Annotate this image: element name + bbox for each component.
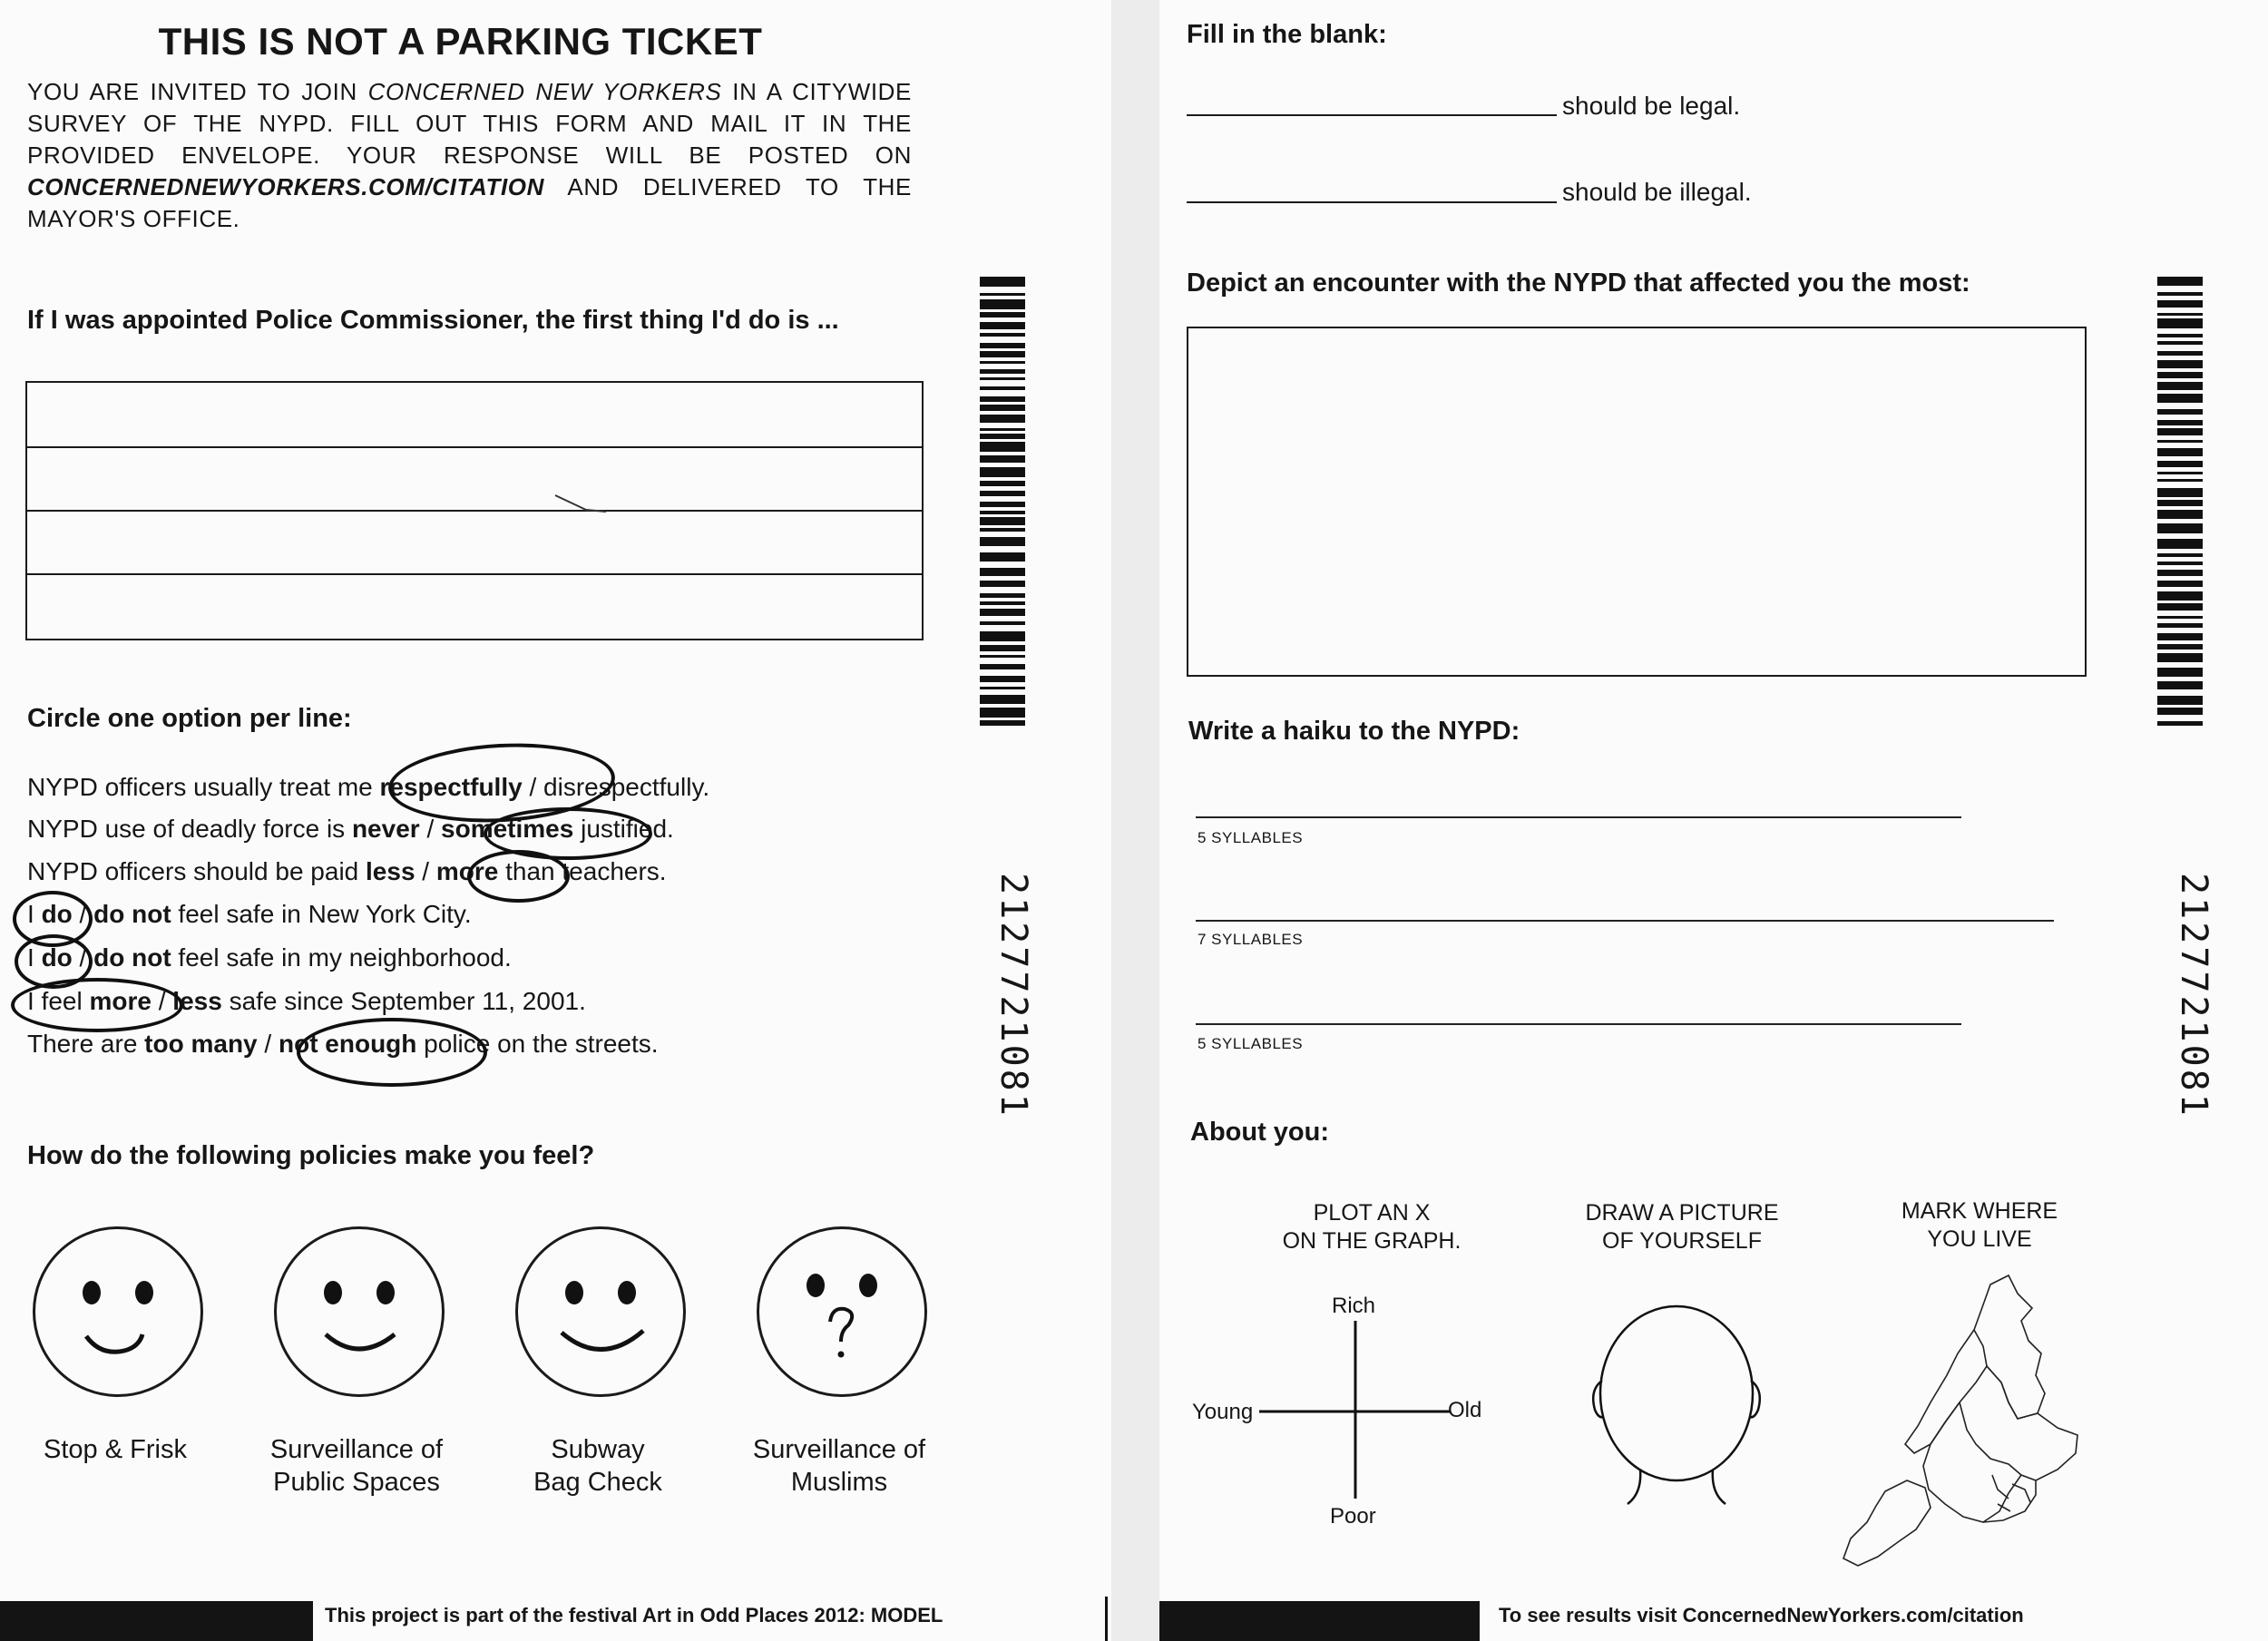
barcode-bar — [2157, 581, 2203, 587]
barcode-bar — [980, 396, 1025, 402]
barcode-bar — [2157, 570, 2203, 576]
option-do: do — [41, 900, 73, 928]
barcode-bar — [2157, 510, 2203, 519]
face-surveillance-public[interactable] — [274, 1226, 445, 1397]
barcode-bar — [980, 552, 1025, 562]
barcode-bar — [980, 377, 1025, 380]
circle-line-safe-city[interactable]: I do / do not feel safe in New York City. — [27, 900, 472, 928]
barcode-bar — [2157, 394, 2203, 403]
draw-instruction: DRAW A PICTURE OF YOURSELF — [1585, 1200, 1779, 1254]
policy-label-surveillance-public: Surveillance of Public Spaces — [269, 1435, 444, 1497]
page-edge-mark — [1105, 1597, 1108, 1641]
barcode-bar — [2157, 313, 2203, 316]
barcode-bar — [980, 631, 1025, 641]
barcode-bar — [980, 405, 1025, 411]
question-face-icon — [759, 1229, 924, 1394]
legal-label: should be legal. — [1562, 92, 1741, 120]
barcode-bar — [980, 428, 1025, 431]
org-name: CONCERNED NEW YORKERS — [367, 78, 722, 105]
plot-instruction: PLOT AN X ON THE GRAPH. — [1282, 1200, 1461, 1254]
barcode-bar — [2157, 633, 2203, 640]
barcode-bar — [2157, 420, 2203, 425]
barcode-bar — [980, 568, 1025, 576]
barcode-bar — [2157, 382, 2203, 390]
barcode-bar — [980, 655, 1025, 658]
barcode-bar — [2157, 668, 2203, 677]
barcode-bar — [2157, 653, 2203, 662]
barcode-bar — [980, 277, 1025, 287]
option-never: never — [351, 815, 420, 843]
barcode-bar — [2157, 428, 2203, 435]
circle-line-treatment[interactable]: NYPD officers usually treat me respectfully / disrespectfully. — [27, 773, 710, 801]
barcode-bar — [980, 361, 1025, 364]
barcode-bar — [980, 708, 1025, 718]
barcode-bar — [2157, 523, 2203, 533]
barcode-bar — [2157, 448, 2203, 456]
barcode-bar — [2157, 616, 2203, 619]
about-heading: About you: — [1190, 1118, 1330, 1147]
barcode-bar — [2157, 292, 2203, 296]
barcode-bar — [980, 676, 1025, 682]
barcode-bar — [2157, 334, 2203, 337]
barcode-bar — [2157, 488, 2203, 497]
circle-line-deadly-force[interactable]: NYPD use of deadly force is never / sometimes justified. — [27, 815, 674, 843]
survey-url: CONCERNEDNEWYORKERS.COM/CITATION — [27, 173, 545, 200]
survey-page-front — [0, 0, 1111, 1641]
barcode-bar — [980, 455, 1025, 463]
barcode-bar — [2157, 681, 2203, 689]
haiku-line-1[interactable] — [1196, 816, 1961, 818]
serial-number: 2127721081 — [2173, 873, 2214, 1118]
syllable-label: 5 SYLLABLES — [1198, 1035, 1304, 1052]
barcode-bar — [980, 467, 1025, 477]
face-stop-frisk[interactable] — [33, 1226, 203, 1397]
policy-label-stop-frisk: Stop & Frisk — [44, 1435, 187, 1464]
smiley-icon — [35, 1229, 200, 1394]
barcode-bar — [980, 645, 1025, 651]
barcode-bar — [980, 502, 1025, 507]
barcode-bar — [980, 322, 1025, 329]
option-do-not: do not — [93, 943, 171, 972]
barcode-bar — [2157, 553, 2203, 557]
circle-line-safe-neighborhood[interactable]: I do / do not feel safe in my neighborhood. — [27, 943, 512, 972]
barcode-bar — [980, 621, 1025, 625]
graph-label-old: Old — [1448, 1398, 1482, 1422]
barcode — [980, 277, 1025, 730]
barcode-bar — [980, 386, 1025, 390]
barcode-bar — [980, 293, 1025, 296]
barcode-bar — [980, 537, 1025, 546]
commissioner-question: If I was appointed Police Commissioner, the first thing I'd do is ... — [27, 306, 839, 335]
barcode-bar — [2157, 539, 2203, 549]
barcode-bar — [980, 601, 1025, 605]
barcode-bar — [2157, 696, 2203, 705]
barcode-bar — [2157, 341, 2203, 345]
graph-label-young: Young — [1192, 1400, 1254, 1424]
footer-text: This project is part of the festival Art in Odd Places 2012: MODEL — [325, 1604, 943, 1626]
barcode-bar — [2157, 500, 2203, 506]
barcode-bar — [980, 581, 1025, 587]
barcode-bar — [2157, 603, 2203, 610]
circle-heading: Circle one option per line: — [27, 704, 352, 733]
barcode-bar — [980, 481, 1025, 486]
footer-text: To see results visit ConcernedNewYorkers.com/citation — [1499, 1604, 2024, 1626]
encounter-drawing-box[interactable] — [1187, 327, 2087, 677]
barcode-bar — [2157, 721, 2203, 726]
option-do: do — [41, 943, 73, 972]
barcode-bar — [2157, 461, 2203, 467]
barcode-bar — [980, 511, 1025, 514]
smiley-icon — [277, 1229, 442, 1394]
face-subway-bag-check[interactable] — [515, 1226, 686, 1397]
footer-bar — [0, 1601, 313, 1641]
option-less: less — [172, 987, 222, 1015]
commissioner-answer-box[interactable] — [25, 381, 924, 640]
barcode-bar — [980, 491, 1025, 496]
option-less: less — [366, 857, 415, 885]
intro-paragraph: YOU ARE INVITED TO JOIN CONCERNED NEW YORKERS IN A CITYWIDE SURVEY OF THE NYPD. FILL OUT THIS FORM AND MAIL IT IN THE PROVIDED ENVELOPE. YOUR RESPONSE WILL BE POSTED ON CONCERNEDNEWYORKERS.COM/CITATION AND DELIVERED TO THE MAYOR'S OFFICE. — [27, 78, 912, 232]
barcode-bar — [980, 312, 1025, 317]
barcode-bar — [2157, 623, 2203, 628]
encounter-heading: Depict an encounter with the NYPD that affected you the most: — [1187, 269, 1970, 298]
option-too-many: too many — [144, 1030, 258, 1058]
barcode-bar — [980, 299, 1025, 309]
barcode-bar — [2157, 440, 2203, 443]
barcode-bar — [980, 687, 1025, 689]
option-do-not: do not — [93, 900, 171, 928]
policy-label-muslims: Surveillance of Muslims — [752, 1435, 926, 1497]
barcode-bar — [2157, 591, 2203, 601]
map-instruction: MARK WHERE YOU LIVE — [1901, 1198, 2058, 1252]
syllable-label: 5 SYLLABLES — [1198, 829, 1304, 846]
option-sometimes: sometimes — [441, 815, 574, 843]
option-not-enough: not enough — [278, 1030, 417, 1058]
barcode-bar — [980, 369, 1025, 374]
haiku-line-2[interactable] — [1196, 920, 2054, 922]
graph-label-rich: Rich — [1332, 1294, 1376, 1318]
barcode-bar — [980, 415, 1025, 423]
haiku-heading: Write a haiku to the NYPD: — [1188, 717, 1520, 746]
smiley-icon — [518, 1229, 683, 1394]
head-outline-drawing[interactable] — [1577, 1303, 1776, 1520]
barcode-bar — [980, 343, 1025, 348]
barcode-bar — [2157, 372, 2203, 378]
barcode-bar — [2157, 562, 2203, 565]
barcode-bar — [2157, 360, 2203, 368]
haiku-line-3[interactable] — [1196, 1023, 1961, 1025]
illegal-label: should be illegal. — [1562, 178, 1752, 206]
barcode-bar — [2157, 409, 2203, 415]
fill-heading: Fill in the blank: — [1187, 20, 1387, 49]
serial-number: 2127721081 — [992, 873, 1034, 1118]
barcode-bar — [980, 528, 1025, 532]
page-title: THIS IS NOT A PARKING TICKET — [158, 20, 763, 63]
barcode-bar — [980, 333, 1025, 337]
circle-line-since-911[interactable]: I feel more / less safe since September 11, 2001. — [27, 987, 586, 1015]
barcode-bar — [2157, 300, 2203, 308]
barcode-bar — [2157, 318, 2203, 328]
policies-heading: How do the following policies make you feel? — [27, 1141, 595, 1170]
option-more: more — [435, 857, 499, 885]
face-surveillance-muslims[interactable] — [757, 1226, 927, 1397]
barcode-bar — [2157, 277, 2203, 286]
barcode-bar — [2157, 351, 2203, 356]
barcode-bar — [980, 593, 1025, 598]
graph-label-poor: Poor — [1330, 1504, 1376, 1529]
barcode-bar — [980, 664, 1025, 669]
barcode-bar — [2157, 708, 2203, 715]
barcode-bar — [980, 695, 1025, 704]
option-respectfully: respectfully — [379, 773, 523, 801]
circle-line-police-count[interactable]: There are too many / not enough police on the streets. — [27, 1030, 659, 1058]
option-disrespectfully: disrespectfully — [543, 773, 703, 801]
policy-label-subway: Subway Bag Check — [533, 1435, 662, 1497]
option-more: more — [89, 987, 152, 1015]
barcode-bar — [980, 351, 1025, 357]
circle-line-pay[interactable]: NYPD officers should be paid less / more than teachers. — [27, 857, 667, 885]
barcode — [2157, 277, 2203, 730]
barcode-bar — [980, 442, 1025, 452]
barcode-bar — [980, 517, 1025, 525]
survey-page-back — [1159, 0, 2268, 1641]
barcode-bar — [980, 609, 1025, 616]
legal-blank-field[interactable] — [1187, 114, 1557, 116]
barcode-bar — [2157, 479, 2203, 482]
pen-mark — [553, 492, 608, 519]
barcode-bar — [980, 720, 1025, 726]
illegal-blank-field[interactable] — [1187, 201, 1557, 203]
barcode-bar — [2157, 644, 2203, 650]
barcode-bar — [2157, 472, 2203, 474]
syllable-label: 7 SYLLABLES — [1198, 931, 1304, 948]
barcode-bar — [980, 434, 1025, 439]
footer-bar — [1159, 1601, 1480, 1641]
nyc-map-icon[interactable] — [1831, 1266, 2094, 1575]
plot-graph[interactable] — [1259, 1321, 1450, 1502]
